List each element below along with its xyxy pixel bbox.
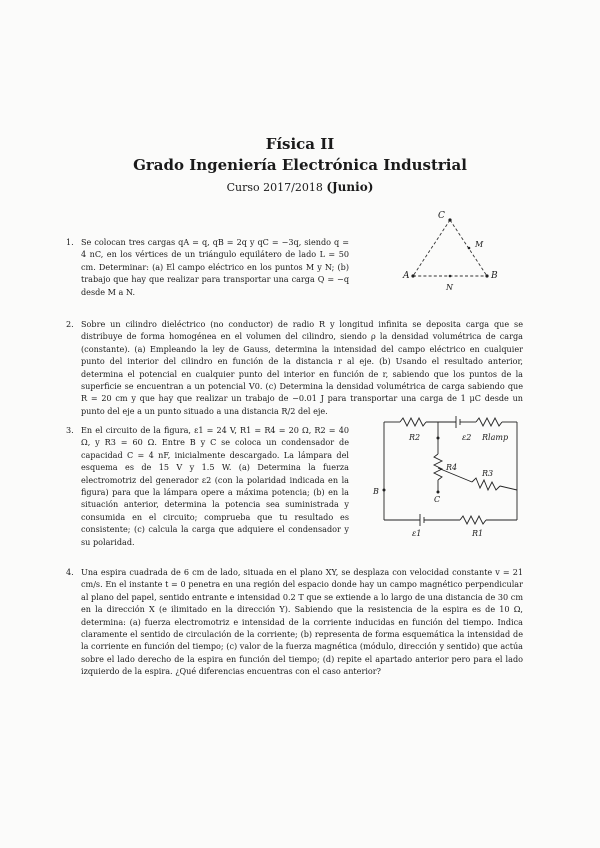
circuit-figure	[372, 410, 532, 540]
vertex-c	[448, 218, 451, 221]
node-lamp	[437, 437, 440, 440]
label-n: N	[446, 283, 453, 292]
label-eps2: ε2	[462, 433, 472, 442]
subject-title: Física II	[265, 135, 335, 153]
label-lamp: Rlamp	[482, 433, 509, 442]
problem-1-number: 1.	[66, 237, 74, 247]
label-m: M	[475, 240, 484, 249]
resistor-r2	[400, 418, 426, 426]
triangle-figure	[395, 206, 520, 301]
label-b: B	[373, 487, 379, 496]
label-eps1: ε1	[412, 529, 422, 538]
label-r2: R2	[409, 433, 421, 442]
point-n	[449, 275, 452, 278]
resistor-r4	[434, 454, 442, 480]
problem-3-text: En el circuito de la figura, ε1 = 24 V, R1 = R4 = 20 Ω, R2 = 40 Ω, y R3 = 60 Ω. Entre B y C se coloca un condensador de capacidad C = 4 nF, inicialmente descargado. La lámpara del esquema es de 15 V y 1.5 W. (a) Determina la fuerza electromotriz del generador ε2 (con la polaridad indicada en la figura) para que la lámpara opere a máxima potencia; (b) en la situación anterior, determina la potencia sea suministrada y consumida en el circuito; comprueba que tu resultado es consistente; (c) calcula la carga que adquiere el condensador y su polaridad.	[81, 425, 349, 547]
problem-2-text: Sobre un cilindro dieléctrico (no conductor) de radio R y longitud infinita se deposita carga que se distribuye de forma homogénea en el volumen del cilindro, siendo ρ la densidad volumétrica de carga (constante). (a) Empleando la ley de Gauss, determina la intensidad del campo eléctrico en cualquier punto del interior del cilindro en función de la distancia r al eje. (b) Usando el resultado anterior, determina el potencial en cualquier punto del interior en función de r, sabiendo que los puntos de la superficie se encuentran a un potencial V0. (c) Determina la densidad volumétrica de carga sabiendo que R = 20 cm y que hay que realizar un trabajo de −0.01 J para transportar una carga de 1 μC desde un punto del eje a un punto situado a una distancia R/2 del eje.	[81, 319, 523, 416]
label-c: C	[438, 211, 445, 221]
vertex-a	[411, 274, 414, 277]
resistor-r3	[472, 478, 500, 490]
resistor-lamp	[476, 418, 502, 426]
label-c: C	[434, 495, 441, 504]
point-m	[468, 247, 471, 250]
label-b: B	[491, 271, 498, 281]
problem-4-text: Una espira cuadrada de 6 cm de lado, situada en el plano XY, se desplaza con velocidad constante v = 21 cm/s. En el instante t = 0 penetra en una región del espacio donde hay un campo magnético perpendicular al plano del papel, sentido entrante e intensidad 0.2 T que se extiende a lo largo de una distancia de 30 cm en la dirección X (e ilimitado en la dirección Y). Sabiendo que la resistencia de la espira es de 10 Ω, determina: (a) fuerza electromotriz e intensidad de la corriente inducidas en función del tiempo. Indica claramente el sentido de circulación de la corriente; (b) representa de forma esquemática la intensidad de la corriente en función del tiempo; (c) valor de la fuerza magnética (módulo, dirección y sentido) que actúa sobre el lado derecho de la espira en función del tiempo; (d) repite el apartado anterior pero para el lado izquierdo de la espira. ¿Qué diferencias encuentras con el caso anterior?	[81, 567, 523, 677]
problem-4-number: 4.	[66, 567, 74, 577]
problem-3-number: 3.	[66, 425, 74, 435]
label-r3: R3	[482, 469, 494, 478]
problem-1-text: Se colocan tres cargas qA = q, qB = 2q y qC = −3q, siendo q = 4 nC, en los vértices de un triángulo equilátero de lado L = 50 cm. Determinar: (a) El campo eléctrico en los puntos M y N; (b) trabajo que hay que realizar para transportar una carga Q = −q desde M a N.	[81, 237, 349, 297]
degree-title: Grado Ingeniería Electrónica Industrial	[133, 156, 467, 174]
node-c	[437, 491, 440, 494]
exam-session: (Junio)	[326, 180, 374, 194]
label-r4: R4	[446, 463, 458, 472]
exam-header	[0, 134, 600, 196]
resistor-r1	[460, 516, 486, 524]
triangle-side-ca	[413, 220, 450, 276]
label-r1: R1	[472, 529, 484, 538]
course-line	[0, 179, 600, 196]
course-year: Curso 2017/2018	[226, 181, 323, 194]
label-a: A	[403, 271, 410, 281]
node-b	[383, 489, 386, 492]
vertex-b	[485, 274, 488, 277]
problem-2-number: 2.	[66, 319, 74, 329]
